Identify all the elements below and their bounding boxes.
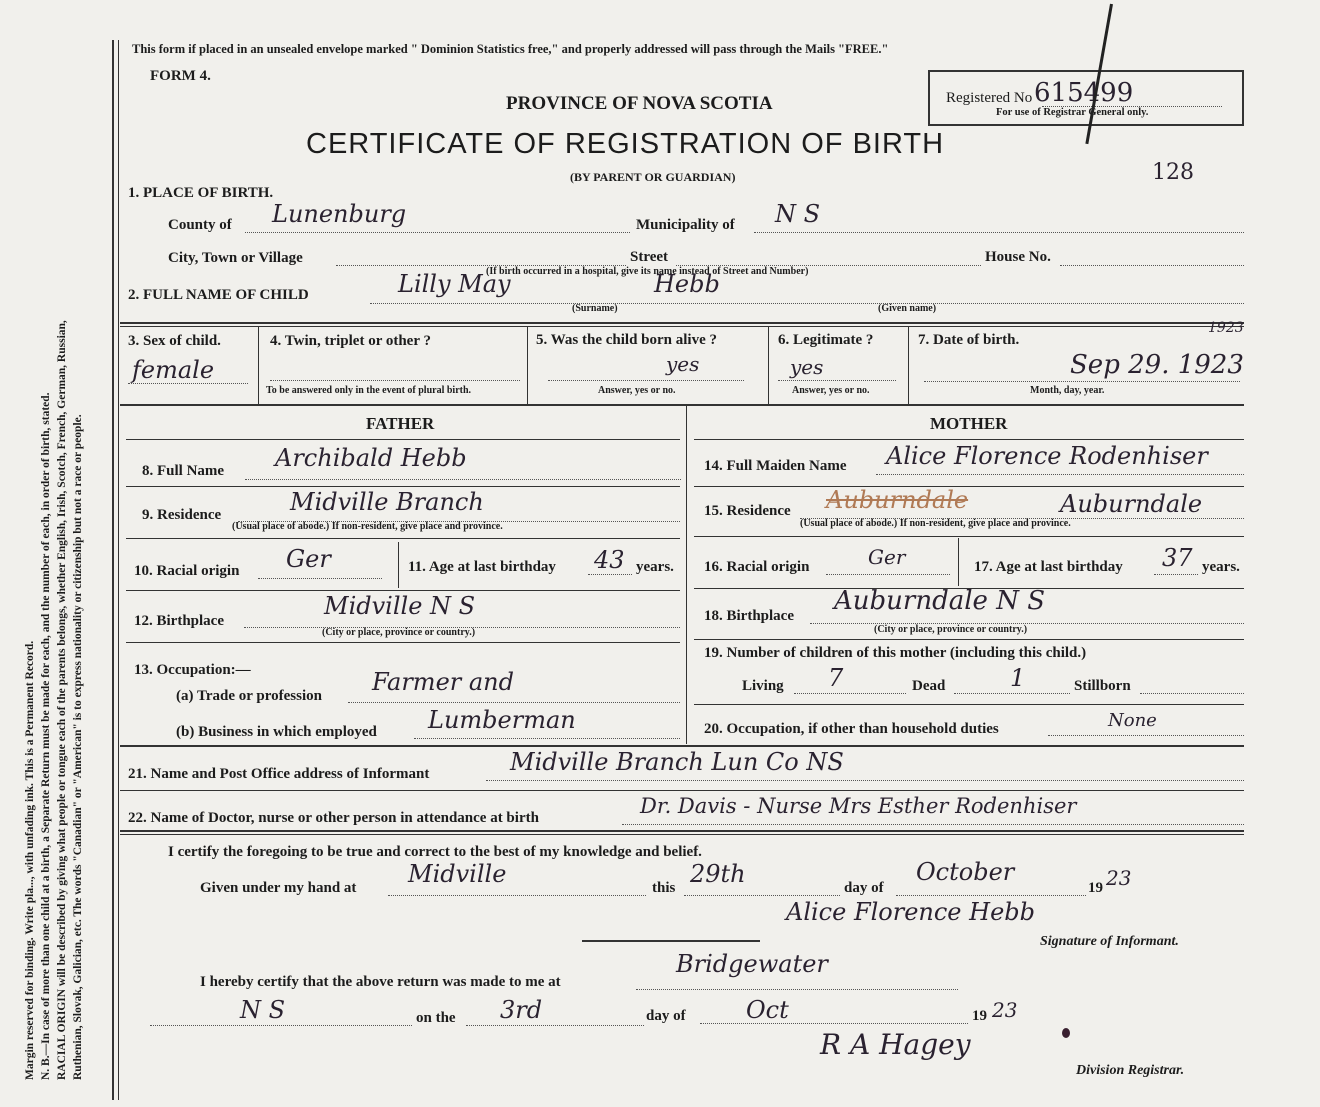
informant-value: Midville Branch Lun Co NS bbox=[510, 748, 844, 776]
registrar-onthe-label: on the bbox=[416, 1010, 456, 1026]
registrar-province-value: N S bbox=[240, 996, 286, 1024]
alive-caption: Answer, yes or no. bbox=[598, 385, 676, 396]
city-label: City, Town or Village bbox=[168, 250, 303, 266]
signature-caption: Signature of Informant. bbox=[1040, 934, 1179, 949]
margin-line-2: N. B.—In case of more than one child at a birth, a Separate Return must be made for each, and the number of each, in order of birth, stated. bbox=[40, 392, 52, 1080]
child-given-name: Lilly May bbox=[398, 270, 511, 298]
twin-label: 4. Twin, triplet or other ? bbox=[270, 333, 431, 349]
father-occupation-label: 13. Occupation:— bbox=[134, 662, 251, 678]
given-under-label: Given under my hand at bbox=[200, 880, 357, 896]
child-surname: Hebb bbox=[654, 270, 720, 298]
certify-dayof-label: day of bbox=[844, 880, 884, 896]
informant-label: 21. Name and Post Office address of Informant bbox=[128, 766, 430, 782]
registered-number: 615499 bbox=[1034, 78, 1134, 108]
father-age-label: 11. Age at last birthday bbox=[408, 559, 556, 575]
mother-residence-label: 15. Residence bbox=[704, 503, 791, 519]
municipality-label: Municipality of bbox=[636, 217, 735, 233]
mother-name-label: 14. Full Maiden Name bbox=[704, 458, 847, 474]
dob-caption: Month, day, year. bbox=[1030, 385, 1105, 396]
father-name-label: 8. Full Name bbox=[142, 463, 225, 479]
certify-year-prefix: 19 bbox=[1088, 880, 1103, 896]
stillborn-label: Stillborn bbox=[1074, 678, 1131, 694]
registrar-dayof-label: day of bbox=[646, 1008, 686, 1024]
father-birthplace-label: 12. Birthplace bbox=[134, 613, 224, 629]
place-heading: 1. PLACE OF BIRTH. bbox=[128, 185, 274, 201]
father-birthplace-caption: (City or place, province or country.) bbox=[322, 627, 476, 638]
mother-birthplace-value: Auburndale N S bbox=[834, 586, 1046, 616]
father-business-label: (b) Business in which employed bbox=[176, 724, 377, 740]
twin-caption: To be answered only in the event of plural birth. bbox=[266, 385, 472, 396]
registrar-note: For use of Registrar General only. bbox=[996, 107, 1149, 118]
mother-racial-value: Ger bbox=[868, 545, 906, 569]
county-label: County of bbox=[168, 217, 232, 233]
legitimate-label: 6. Legitimate ? bbox=[778, 332, 874, 348]
mother-birthplace-label: 18. Birthplace bbox=[704, 608, 794, 624]
mother-age-years: years. bbox=[1202, 559, 1240, 575]
street-label: Street bbox=[630, 249, 669, 265]
father-age-value: 43 bbox=[594, 546, 625, 574]
mother-children-label: 19. Number of children of this mother (including this child.) bbox=[704, 645, 1087, 661]
sex-label: 3. Sex of child. bbox=[128, 333, 221, 349]
registrar-month-value: Oct bbox=[746, 996, 789, 1024]
surname-caption: (Surname) bbox=[572, 303, 618, 314]
mother-occupation-value: None bbox=[1108, 710, 1157, 731]
dob-annotation: 1923 bbox=[1208, 320, 1244, 336]
doctor-label: 22. Name of Doctor, nurse or other person in attendance at birth bbox=[128, 810, 539, 826]
given-name-caption: (Given name) bbox=[878, 303, 937, 314]
alive-value: yes bbox=[666, 352, 700, 376]
mother-age-label: 17. Age at last birthday bbox=[974, 559, 1123, 575]
dob-label: 7. Date of birth. bbox=[918, 332, 1020, 348]
corner-mark: 128 bbox=[1152, 160, 1194, 185]
legitimate-value: yes bbox=[790, 355, 824, 379]
registrar-day-value: 3rd bbox=[500, 996, 543, 1024]
legitimate-caption: Answer, yes or no. bbox=[792, 385, 870, 396]
registrar-place-value: Bridgewater bbox=[676, 950, 828, 978]
certificate-subtitle: (BY PARENT OR GUARDIAN) bbox=[570, 170, 736, 184]
mother-heading: MOTHER bbox=[930, 414, 1008, 433]
father-trade-label: (a) Trade or profession bbox=[176, 688, 322, 704]
living-label: Living bbox=[742, 678, 784, 694]
margin-line-1: Margin reserved for binding. Write pla..., with unfading ink. This is a Permanent Record. bbox=[24, 640, 36, 1080]
father-heading: FATHER bbox=[366, 414, 435, 433]
margin-rule-inner bbox=[118, 40, 119, 1100]
mother-birthplace-caption: (City or place, province or country.) bbox=[874, 624, 1028, 635]
certify-day-value: 29th bbox=[690, 860, 746, 888]
municipality-value: N S bbox=[775, 200, 821, 228]
certify-year-value: 23 bbox=[1106, 866, 1132, 890]
certificate-title: CERTIFICATE OF REGISTRATION OF BIRTH bbox=[306, 128, 945, 160]
father-birthplace-value: Midville N S bbox=[324, 592, 476, 620]
father-racial-value: Ger bbox=[286, 545, 331, 573]
certify-month-value: October bbox=[916, 858, 1015, 886]
registrar-year-value: 23 bbox=[992, 998, 1018, 1022]
living-value: 7 bbox=[828, 664, 844, 692]
dob-value: Sep 29. 1923 bbox=[1070, 350, 1244, 380]
certify-statement: I certify the foregoing to be true and correct to the best of my knowledge and belief. bbox=[168, 844, 702, 860]
registrar-caption: Division Registrar. bbox=[1076, 1063, 1185, 1078]
province-heading: PROVINCE OF NOVA SCOTIA bbox=[506, 93, 773, 114]
father-racial-label: 10. Racial origin bbox=[134, 563, 240, 579]
mother-age-value: 37 bbox=[1162, 544, 1193, 572]
house-label: House No. bbox=[985, 249, 1051, 265]
mother-occupation-label: 20. Occupation, if other than household duties bbox=[704, 721, 999, 737]
dead-value: 1 bbox=[1010, 664, 1026, 692]
father-residence-label: 9. Residence bbox=[142, 507, 222, 523]
father-residence-value: Midville Branch bbox=[290, 488, 484, 516]
ink-dot bbox=[1062, 1028, 1070, 1038]
margin-rule bbox=[112, 40, 114, 1100]
form-number: FORM 4. bbox=[150, 68, 211, 84]
father-age-years: years. bbox=[636, 559, 674, 575]
informant-signature: Alice Florence Hebb bbox=[786, 898, 1035, 926]
registered-box bbox=[928, 70, 1244, 126]
this-label: this bbox=[652, 880, 676, 896]
child-name-label: 2. FULL NAME OF CHILD bbox=[128, 287, 309, 303]
mother-residence-caption: (Usual place of abode.) If non-resident, give place and province. bbox=[800, 518, 1071, 529]
mail-note: This form if placed in an unsealed envelope marked " Dominion Statistics free," and properly addressed will pass through the Mails "FREE." bbox=[132, 42, 889, 56]
registrar-year-prefix: 19 bbox=[972, 1008, 987, 1024]
hospital-note: (If birth occurred in a hospital, give its name instead of Street and Number) bbox=[486, 266, 809, 277]
mother-residence-value: Auburndale bbox=[1060, 490, 1203, 518]
alive-label: 5. Was the child born alive ? bbox=[536, 332, 717, 348]
registrar-signature: R A Hagey bbox=[820, 1028, 971, 1061]
mother-name-value: Alice Florence Rodenhiser bbox=[886, 442, 1208, 470]
registrar-statement: I hereby certify that the above return was made to me at bbox=[200, 974, 561, 990]
margin-instructions bbox=[22, 20, 86, 1080]
father-business-value: Lumberman bbox=[428, 706, 576, 734]
mother-residence-struck: Auburndale bbox=[826, 486, 969, 514]
sex-value: female bbox=[132, 356, 215, 384]
mother-racial-label: 16. Racial origin bbox=[704, 559, 810, 575]
doctor-value: Dr. Davis - Nurse Mrs Esther Rodenhiser bbox=[640, 794, 1077, 818]
dead-label: Dead bbox=[912, 678, 946, 694]
certify-place-value: Midville bbox=[408, 860, 507, 888]
margin-line-4: Ruthenian, Slovak, Galician, etc. The words "Canadian" or "American" is to express nationality or citizenship but not a race or people. bbox=[72, 414, 84, 1080]
margin-line-3: RACIAL ORIGIN will be described by giving what people or tongue each of the parents belongs, whether English, Irish, Scotch, French, German, Russian, bbox=[56, 320, 68, 1080]
father-residence-caption: (Usual place of abode.) If non-resident, give place and province. bbox=[232, 521, 503, 532]
registered-label: Registered No bbox=[946, 90, 1033, 106]
father-name-value: Archibald Hebb bbox=[275, 444, 467, 472]
father-trade-value: Farmer and bbox=[372, 668, 514, 696]
county-value: Lunenburg bbox=[272, 200, 407, 228]
